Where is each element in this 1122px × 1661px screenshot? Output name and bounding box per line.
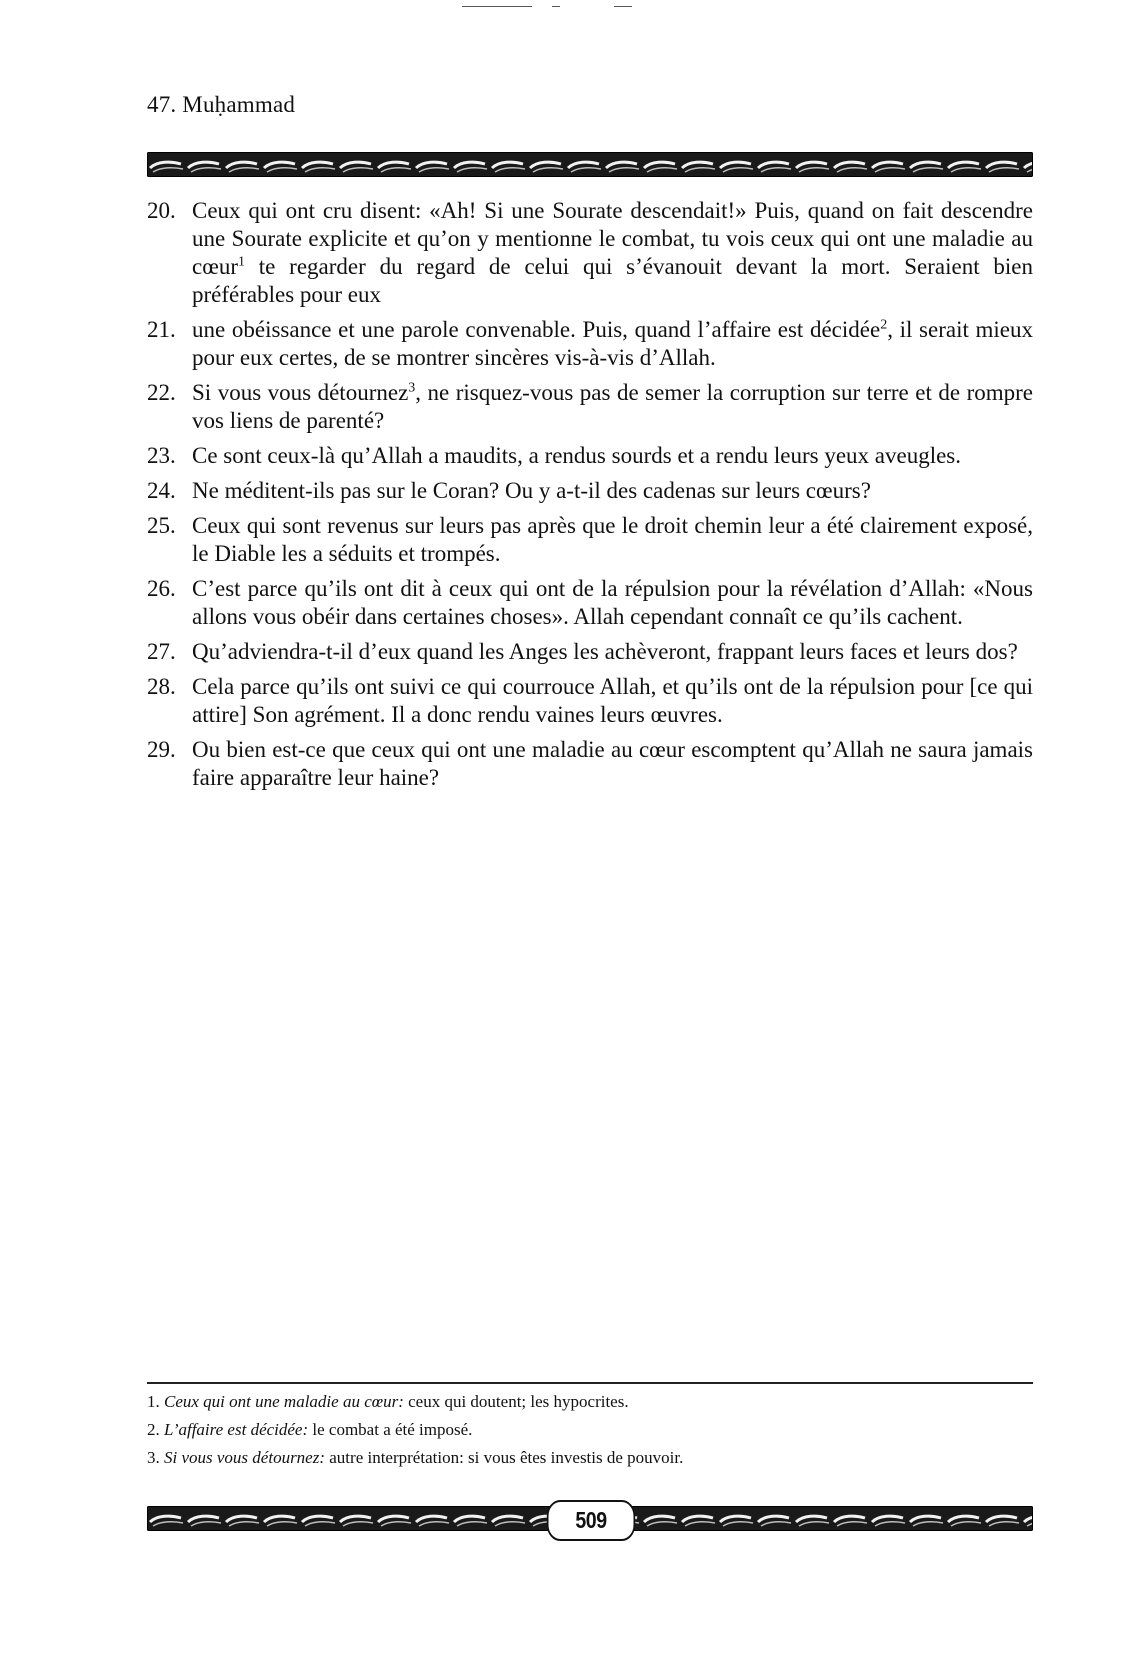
verse-number: 24. xyxy=(147,478,176,503)
footnote-ref: 1 xyxy=(237,254,245,270)
footnote-number: 2. xyxy=(147,1420,160,1439)
verse-20 xyxy=(147,197,1033,309)
verse-23 xyxy=(147,442,1033,470)
verse-text: Ou bien est-ce que ceux qui ont une maladie au cœur escomptent qu’Allah ne saura jamais faire apparaître leur haine? xyxy=(192,737,1033,790)
footnote-text: le combat a été imposé. xyxy=(308,1420,473,1439)
verse-number: 29. xyxy=(147,737,176,762)
verse-28 xyxy=(147,673,1033,729)
footnote-divider xyxy=(147,1382,1033,1384)
verse-number: 26. xyxy=(147,576,176,601)
verse-text: Qu’adviendra-t-il d’eux quand les Anges les achèveront, frappant leurs faces et leurs dos? xyxy=(192,639,1018,664)
footnote-2 xyxy=(147,1416,1033,1444)
footnote-list xyxy=(147,1388,1033,1472)
verse-21 xyxy=(147,316,1033,372)
verse-number: 22. xyxy=(147,380,176,405)
verse-26 xyxy=(147,575,1033,631)
running-header: 47. Muḥammad xyxy=(147,92,296,117)
verse-number: 21. xyxy=(147,317,176,342)
verse-text: une obéissance et une parole convenable. Puis, quand l’affaire est décidée$^2$, il serait mieux pour eux certes, de se montrer sincères vis-à-vis d’Allah. xyxy=(192,317,1033,370)
top-scan-marks xyxy=(462,6,702,8)
footnote-term: L’affaire est décidée: xyxy=(164,1420,309,1439)
footnote-text: ceux qui doutent; les hypocrites. xyxy=(403,1392,629,1411)
verse-text: Cela parce qu’ils ont suivi ce qui courrouce Allah, et qu’ils ont de la répulsion pour [ce qui attire] Son agrément. Il a donc rendu vaines leurs œuvres. xyxy=(192,674,1033,727)
verse-number: 20. xyxy=(147,198,176,223)
verse-24 xyxy=(147,477,1033,505)
verse-text: Si vous vous détournez$^3$, ne risquez-vous pas de semer la corruption sur terre et de rompre vos liens de parenté? xyxy=(192,380,1033,433)
footnote-text: autre interprétation: si vous êtes investis de pouvoir. xyxy=(325,1448,684,1467)
verse-25 xyxy=(147,512,1033,568)
footnote-number: 3. xyxy=(147,1448,160,1467)
footnote-1 xyxy=(147,1388,1033,1416)
verse-number: 23. xyxy=(147,443,176,468)
verse-text: Ne méditent-ils pas sur le Coran? Ou y a-t-il des cadenas sur leurs cœurs? xyxy=(192,478,871,503)
verse-text: C’est parce qu’ils ont dit à ceux qui ont de la répulsion pour la révélation d’Allah: «Nous allons vous obéir dans certaines choses». Allah cependant connaît ce qu’ils cachent. xyxy=(192,576,1033,629)
verse-text: Ceux qui ont cru disent: «Ah! Si une Sourate descendait!» Puis, quand on fait descendre une Sourate explicite et qu’on y mentionne le combat, tu vois ceux qui ont une maladie au cœur$^1$ te regarder du regard de celui qui s’évanouit devant la mort. Seraient bien préférables pour eux xyxy=(192,198,1033,307)
page-number: 509 xyxy=(547,1500,635,1541)
footnote-number: 1. xyxy=(147,1392,160,1411)
verse-29 xyxy=(147,736,1033,792)
verse-22 xyxy=(147,379,1033,435)
footnote-term: Si vous vous détournez: xyxy=(164,1448,326,1467)
footnote-ref: 3 xyxy=(408,380,416,396)
verse-number: 25. xyxy=(147,513,176,538)
footnote-3 xyxy=(147,1444,1033,1472)
footnote-term: Ceux qui ont une maladie au cœur: xyxy=(164,1392,404,1411)
verse-number: 28. xyxy=(147,674,176,699)
verse-number: 27. xyxy=(147,639,176,664)
verse-27 xyxy=(147,638,1033,666)
footnote-ref: 2 xyxy=(880,317,888,333)
verse-text: Ce sont ceux-là qu’Allah a maudits, a rendus sourds et a rendu leurs yeux aveugles. xyxy=(192,443,962,468)
verse-list xyxy=(147,197,1033,799)
verse-text: Ceux qui sont revenus sur leurs pas après que le droit chemin leur a été clairement exposé, le Diable les a séduits et trompés. xyxy=(192,513,1033,566)
top-ornament-band xyxy=(147,152,1033,177)
